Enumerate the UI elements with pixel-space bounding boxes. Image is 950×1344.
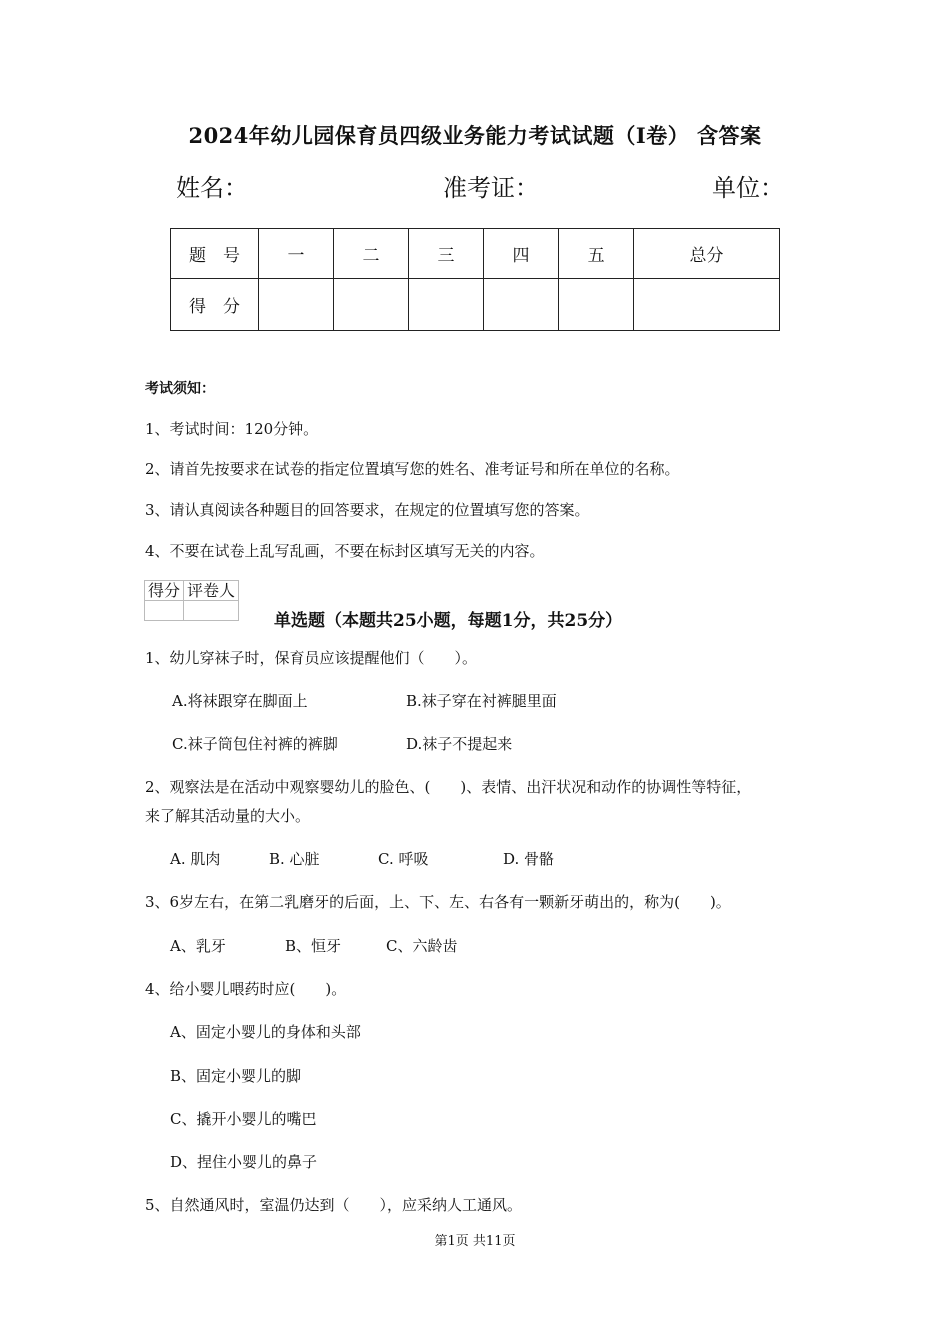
q4-option-a: A、固定小婴儿的身体和头部 bbox=[170, 1023, 361, 1041]
score-cell-3[interactable] bbox=[409, 279, 484, 331]
notice-item-4: 4、不要在试卷上乱写乱画，不要在标封区填写无关的内容。 bbox=[145, 542, 545, 560]
grader-input-row bbox=[145, 601, 239, 621]
question-4: 4、给小婴儿喂药时应( )。 bbox=[145, 980, 347, 998]
header-cell-4: 四 bbox=[484, 229, 559, 279]
notice-item-2: 2、请首先按要求在试卷的指定位置填写您的姓名、准考证号和所在单位的名称。 bbox=[145, 460, 680, 478]
name-field-label: 姓名： bbox=[176, 174, 248, 202]
score-row-label: 得 分 bbox=[171, 279, 259, 331]
header-cell-label: 题 号 bbox=[171, 229, 259, 279]
q2-option-a: A. 肌肉 bbox=[170, 850, 221, 868]
notice-item-3: 3、请认真阅读各种题目的回答要求，在规定的位置填写您的答案。 bbox=[145, 501, 590, 519]
q4-option-c: C、撬开小婴儿的嘴巴 bbox=[170, 1110, 317, 1128]
q1-option-b: B.袜子穿在衬裤腿里面 bbox=[406, 692, 557, 710]
unit-field-label: 单位： bbox=[712, 174, 784, 202]
grader-score-cell[interactable] bbox=[145, 601, 184, 621]
q2-option-c: C. 呼吸 bbox=[378, 850, 429, 868]
grader-header-row bbox=[145, 581, 239, 601]
question-1: 1、幼儿穿袜子时，保育员应该提醒他们（ ）。 bbox=[145, 649, 478, 667]
page-title: 2024年幼儿园保育员四级业务能力考试试题（I卷） 含答案 bbox=[188, 123, 762, 148]
q4-option-d: D、捏住小婴儿的鼻子 bbox=[170, 1153, 318, 1171]
q4-option-b: B、固定小婴儿的脚 bbox=[170, 1067, 302, 1085]
page-footer: 第1页 共11页 bbox=[434, 1234, 516, 1249]
score-cell-2[interactable] bbox=[334, 279, 409, 331]
question-2-line-1: 2、观察法是在活动中观察婴幼儿的脸色、( )、表情、出汗状况和动作的协调性等特征， bbox=[145, 778, 752, 796]
question-3: 3、6岁左右，在第二乳磨牙的后面，上、下、左、右各有一颗新牙萌出的，称为( )。 bbox=[145, 893, 731, 911]
score-table bbox=[170, 228, 780, 331]
score-cell-4[interactable] bbox=[484, 279, 559, 331]
score-table-score-row bbox=[171, 279, 780, 331]
header-cell-1: 一 bbox=[259, 229, 334, 279]
notice-heading: 考试须知： bbox=[145, 381, 215, 397]
score-cell-1[interactable] bbox=[259, 279, 334, 331]
notice-item-1: 1、考试时间：120分钟。 bbox=[145, 420, 319, 438]
score-table-header-row bbox=[171, 229, 780, 279]
header-cell-3: 三 bbox=[409, 229, 484, 279]
grader-name-label: 评卷人 bbox=[184, 581, 239, 601]
score-cell-total[interactable] bbox=[634, 279, 780, 331]
grader-table bbox=[144, 580, 239, 621]
section-title: 单选题（本题共25小题，每题1分，共25分） bbox=[274, 611, 623, 631]
grader-score-label: 得分 bbox=[145, 581, 184, 601]
question-5: 5、自然通风时，室温仍达到（ ），应采纳人工通风。 bbox=[145, 1196, 523, 1214]
header-cell-5: 五 bbox=[559, 229, 634, 279]
grader-name-cell[interactable] bbox=[184, 601, 239, 621]
q3-option-a: A、乳牙 bbox=[170, 937, 226, 955]
score-cell-5[interactable] bbox=[559, 279, 634, 331]
q3-option-c: C、六龄齿 bbox=[386, 937, 458, 955]
header-cell-2: 二 bbox=[334, 229, 409, 279]
q1-option-a: A.将袜跟穿在脚面上 bbox=[172, 692, 308, 710]
question-2-line-2: 来了解其活动量的大小。 bbox=[145, 807, 311, 825]
q2-option-b: B. 心脏 bbox=[269, 850, 320, 868]
q1-option-c: C.袜子筒包住衬裤的裤脚 bbox=[172, 735, 338, 753]
q2-option-d: D. 骨骼 bbox=[503, 850, 555, 868]
exam-id-field-label: 准考证： bbox=[443, 174, 539, 202]
header-cell-total: 总分 bbox=[634, 229, 780, 279]
q1-option-d: D.袜子不提起来 bbox=[406, 735, 513, 753]
q3-option-b: B、恒牙 bbox=[285, 937, 342, 955]
